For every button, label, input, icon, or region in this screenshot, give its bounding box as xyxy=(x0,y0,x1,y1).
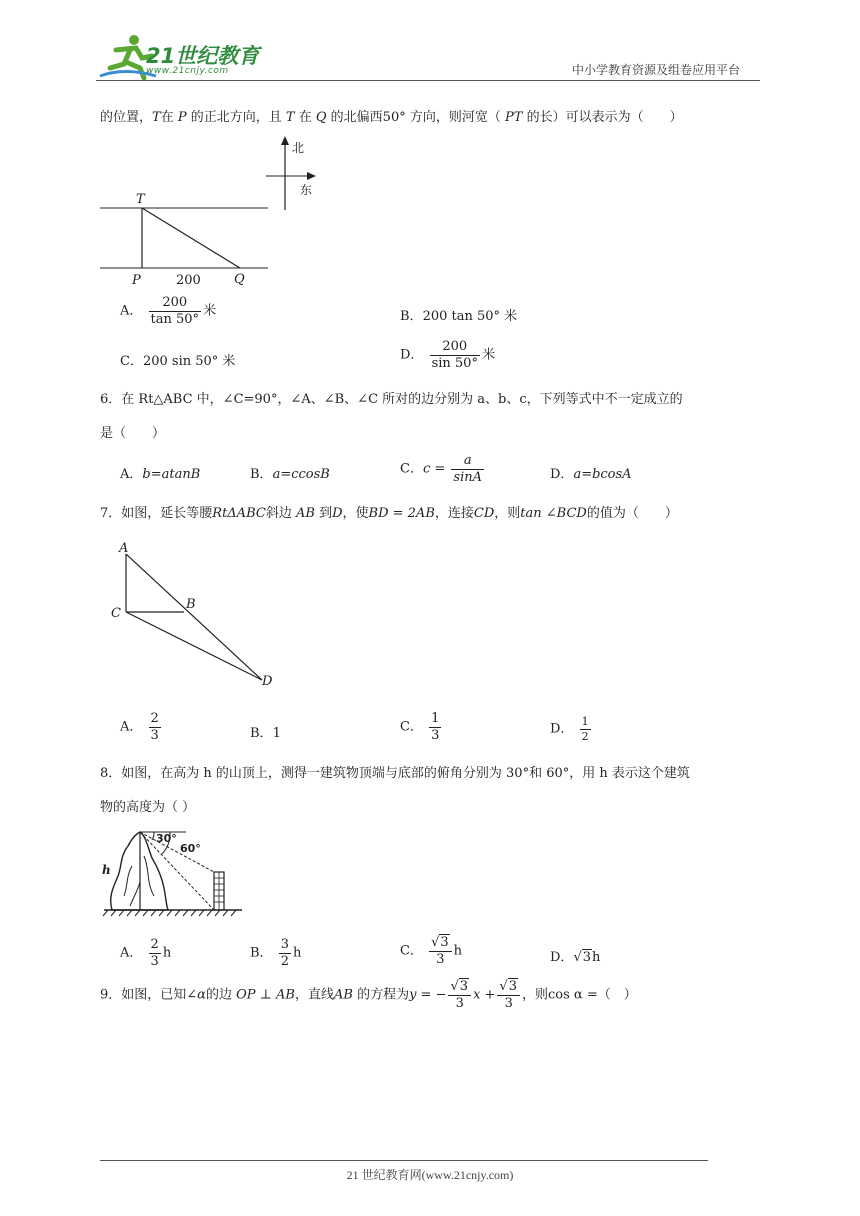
angle-30-label: 30° xyxy=(156,832,177,845)
q7-triangle-figure xyxy=(110,536,290,692)
q6-stem-line2: 是（ ） xyxy=(100,426,166,441)
q8-stem-line1: 8．如图，在高为 h 的山顶上，测得一建筑物顶端与底部的俯角分别为 30°和 60°，用 h 表示这个建筑 xyxy=(100,766,690,781)
q8-option-b: B． $\frac{3}{2}$ h xyxy=(250,937,302,969)
q8-mountain-figure xyxy=(100,826,250,918)
q5-option-d: D． $\frac{200}{\sin 50^\circ}$ 米 xyxy=(400,339,495,371)
point-P-label: P xyxy=(132,273,141,288)
height-h-label: h xyxy=(102,863,111,877)
angle-60-label: 60° xyxy=(180,842,201,855)
footer-text: 21 世纪教育网(www.21cnjy.com) xyxy=(346,1168,514,1182)
q5-option-b: B．200 tan 50° 米 xyxy=(400,309,518,324)
q6-stem-line1: 6．在 Rt△ABC 中，∠C=90°，∠A、∠B、∠C 所对的边分别为 a、b、c，下列等式中不一定成立的 xyxy=(100,392,683,407)
point-D-label: D xyxy=(262,674,273,689)
q7-option-b: B．1 xyxy=(250,726,281,741)
header-rule xyxy=(96,80,760,81)
q6-option-a: A．b=atanB xyxy=(120,467,201,482)
footer-rule xyxy=(100,1160,708,1161)
point-Q-label: Q xyxy=(234,272,245,287)
q5-option-c: C．200 sin 50° 米 xyxy=(120,354,236,369)
q8-option-c: C． $\frac{√3}{3}$ h xyxy=(400,935,463,967)
q7-stem: 7．如图，延长等腰RtΔABC斜边 AB 到D，使BD = 2AB，连接CD，则tan ∠BCD的值为（ ） xyxy=(100,506,678,521)
distance-label: 200 xyxy=(176,273,201,288)
header-right-text: 中小学教育资源及组卷应用平台 xyxy=(572,63,741,77)
point-B-label: B xyxy=(186,597,196,612)
point-A-label: A xyxy=(119,541,129,556)
q8-stem-line2: 物的高度为（ ） xyxy=(100,800,196,815)
point-T-label: T xyxy=(136,192,145,207)
q5-stem: 的位置，T在 P 的正北方向，且 T 在 Q 的北偏西50° 方向，则河宽（ PT 的长）可以表示为（ ） xyxy=(100,110,683,125)
q6-option-c: C．c = $\frac{a}{\sin A}$ xyxy=(400,453,482,485)
q6-option-b: B．a=ccosB xyxy=(250,467,330,482)
q5-option-a: A． $\frac{200}{\tan 50^\circ}$ 米 xyxy=(120,295,217,327)
q6-option-d: D．a=bcosA xyxy=(550,467,632,482)
q8-option-a: A． $\frac{2}{3}$ h xyxy=(120,937,172,969)
east-label: 东 xyxy=(300,183,313,197)
q8-option-d: D．√3h xyxy=(550,950,601,965)
q9-stem: 9．如图，已知∠α的边 OP ⊥ AB，直线AB 的方程为y = − $\frac{√3}{3}$ x + $\frac{√3}{3}$ ，则cos α =（ ） xyxy=(100,979,637,1011)
logo-url: www.21cnjy.com xyxy=(146,66,229,76)
q7-option-d: D． $\frac{1}{2}$ xyxy=(550,715,589,743)
q7-option-c: C． $\frac{1}{3}$ xyxy=(400,711,440,743)
q5-river-figure xyxy=(96,132,336,292)
north-label: 北 xyxy=(292,141,305,155)
logo-text: 21世纪教育 xyxy=(146,44,260,68)
q7-option-a: A． $\frac{2}{3}$ xyxy=(120,711,159,743)
point-C-label: C xyxy=(111,606,121,621)
